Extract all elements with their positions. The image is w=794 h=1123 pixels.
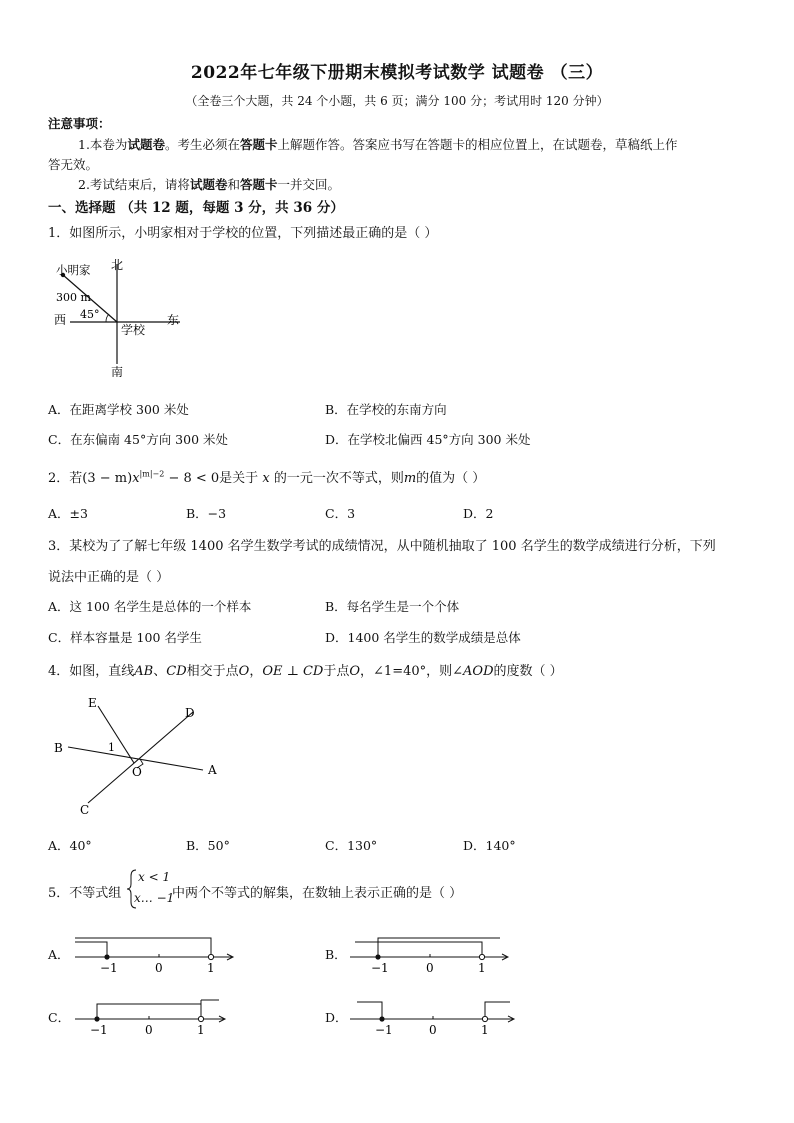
- notice-text: 2.考试结束后，请将: [78, 177, 190, 192]
- tick-label: 1: [207, 961, 215, 975]
- math-term: OE ⊥ CD: [262, 664, 324, 679]
- south-label: 南: [111, 365, 124, 379]
- q2-option-d: D．2: [463, 506, 494, 521]
- q1-option-c: C．在东偏南 45°方向 300 米处: [48, 432, 228, 447]
- tick-label: 0: [145, 1023, 153, 1037]
- q1-option-a: A．在距离学校 300 米处: [48, 402, 189, 417]
- tick-label: −1: [375, 1023, 393, 1037]
- tick-label: 0: [155, 961, 163, 975]
- q5-number-line-d: [345, 992, 520, 1037]
- angle-label: 45°: [80, 308, 100, 321]
- home-label: 小明家: [56, 263, 91, 277]
- notice-text: 上解题作答。答案应书写在答题卡的相应位置上，在试题卷，草稿纸上作: [277, 137, 678, 152]
- notice-item-1-cont: 答无效。: [48, 157, 99, 172]
- variable: x: [132, 471, 140, 486]
- q1-option-b: B．在学校的东南方向: [325, 402, 447, 417]
- q4-option-c: C．130°: [325, 838, 378, 853]
- math-term: CD: [166, 664, 187, 679]
- notice-bold: 试题卷: [189, 177, 228, 192]
- notice-bold: 答题卡: [239, 137, 278, 152]
- angle-arc: [106, 314, 109, 322]
- variable: x: [262, 471, 270, 486]
- tick-label: 1: [478, 961, 486, 975]
- distance-label: 300 m: [56, 291, 91, 304]
- q4-option-d: D．140°: [463, 838, 516, 853]
- stem-text: ，∠1=40°，则: [360, 664, 453, 679]
- q3-option-c: C．样本容量是 100 名学生: [48, 630, 202, 645]
- point-d-label: D: [185, 706, 195, 720]
- math-term: ∠AOD: [452, 664, 494, 679]
- q5-option-b-label: B．: [325, 947, 347, 962]
- tick-label: 1: [197, 1023, 205, 1037]
- q4-option-a: A．40°: [48, 838, 92, 853]
- math-term: O: [238, 664, 250, 679]
- stem-text: 、: [153, 664, 167, 679]
- inequality-1: x < 1: [138, 870, 171, 884]
- q5-number-line-c: [70, 992, 230, 1037]
- stem-text: 2．若: [48, 471, 83, 486]
- q2-option-b: B．−3: [186, 506, 227, 521]
- notice-bold: 答题卡: [239, 177, 278, 192]
- expression: (3 − m): [82, 471, 133, 486]
- q5-option-a-label: A．: [48, 947, 70, 962]
- math-term: O: [349, 664, 361, 679]
- q5-number-line-a: [70, 930, 240, 975]
- angle-1-label: 1: [108, 741, 115, 754]
- tick-label: 0: [426, 961, 434, 975]
- stem-text: 于点: [323, 664, 350, 679]
- east-label: 东: [167, 313, 180, 327]
- tick-label: 1: [481, 1023, 489, 1037]
- school-label: 学校: [121, 323, 146, 337]
- point-b-label: B: [54, 741, 63, 755]
- stem-text: 的值为（ ）: [416, 471, 486, 486]
- notice-item-2: [78, 175, 340, 193]
- stem-text: 的度数（ ）: [493, 664, 563, 679]
- stem-text: 相交于点: [186, 664, 239, 679]
- ray-oe: [98, 706, 134, 763]
- stem-text: 是关于: [219, 471, 259, 486]
- tick-label: 0: [429, 1023, 437, 1037]
- notice-text: 一并交回。: [277, 177, 340, 192]
- question-3-stem: 3．某校为了了解七年级 1400 名学生数学考试的成绩情况，从中随机抽取了 100 名学生的数学成绩进行分析，下列: [48, 539, 716, 554]
- section-heading: 一、选择题 （共 12 题，每题 3 分，共 36 分）: [48, 200, 344, 216]
- q5-option-d-label: D．: [325, 1010, 348, 1025]
- math-term: AB: [134, 664, 154, 679]
- point-o-label: O: [132, 765, 142, 779]
- tick-label: −1: [371, 961, 389, 975]
- notice-item-1: [78, 135, 678, 153]
- q3-option-a: A．这 100 名学生是总体的一个样本: [48, 599, 252, 614]
- q1-compass-figure: [50, 252, 200, 382]
- inequality-2: x… −1: [134, 891, 175, 905]
- stem-text: 的一元一次不等式，则: [273, 471, 404, 486]
- question-1-stem: 1．如图所示，小明家相对于学校的位置，下列描述最正确的是（ ）: [48, 226, 438, 241]
- tick-label: −1: [100, 961, 118, 975]
- expression: − 8 < 0: [164, 471, 220, 486]
- question-4-stem: [48, 660, 563, 679]
- question-2-stem: [48, 467, 485, 486]
- line-cd: [88, 712, 193, 803]
- q2-option-a: A．±3: [48, 506, 88, 521]
- notice-text: 。考生必须在: [164, 137, 240, 152]
- q5-number-line-b: [345, 930, 515, 975]
- q1-option-d: D．在学校北偏西 45°方向 300 米处: [325, 432, 531, 447]
- notice-text: 1.本卷为: [78, 137, 128, 152]
- question-5-stem-b: 中两个不等式的解集，在数轴上表示正确的是（ ）: [172, 886, 463, 901]
- variable: m: [403, 471, 417, 486]
- stem-text: 4．如图，直线: [48, 664, 135, 679]
- exam-info: （全卷三个大题，共 24 个小题，共 6 页；满分 100 分；考试用时 120 分钟）: [185, 94, 609, 108]
- notice-heading: 注意事项：: [48, 116, 111, 131]
- point-a-label: A: [208, 763, 217, 777]
- q3-option-b: B．每名学生是一个个体: [325, 599, 460, 614]
- q4-line-figure: [48, 690, 238, 820]
- question-3-stem-cont: 说法中正确的是（ ）: [48, 570, 170, 585]
- page-title: 2022年七年级下册期末模拟考试数学 试题卷 （三）: [190, 63, 604, 83]
- q5-option-c-label: C．: [48, 1010, 71, 1025]
- point-c-label: C: [80, 803, 90, 817]
- q4-option-b: B．50°: [186, 838, 230, 853]
- west-label: 西: [54, 313, 67, 327]
- question-5-stem-a: 5．不等式组: [48, 886, 122, 901]
- q3-option-d: D．1400 名学生的数学成绩是总体: [325, 630, 521, 645]
- notice-text: 和: [227, 177, 240, 192]
- q2-option-c: C．3: [325, 506, 356, 521]
- stem-text: ，: [249, 664, 263, 679]
- tick-label: −1: [90, 1023, 108, 1037]
- north-label: 北: [111, 258, 124, 272]
- exponent: |m|−2: [139, 469, 165, 479]
- notice-bold: 试题卷: [127, 137, 165, 152]
- point-e-label: E: [88, 696, 97, 710]
